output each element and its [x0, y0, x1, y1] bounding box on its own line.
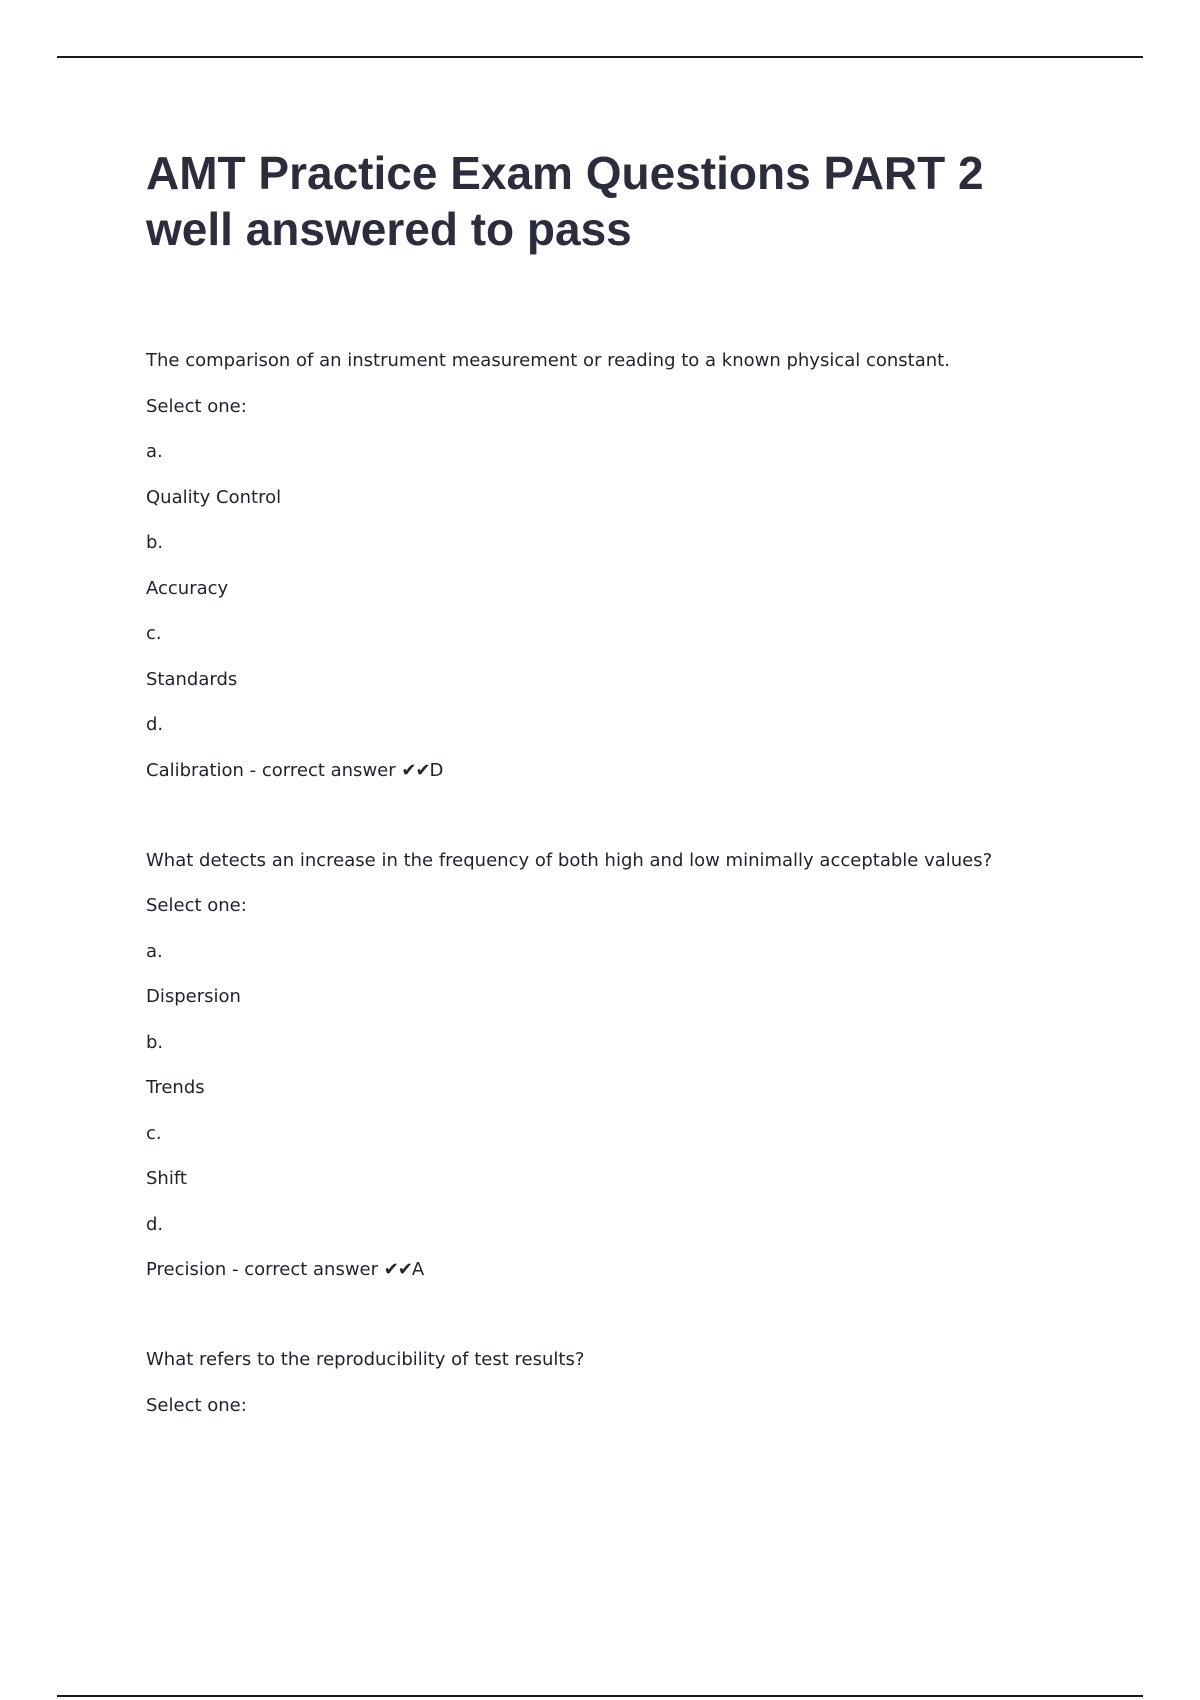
question-2-select-label: Select one:	[146, 895, 247, 916]
title-line-1: AMT Practice Exam Questions PART 2	[146, 147, 984, 199]
question-1-prompt: The comparison of an instrument measurement or reading to a known physical constant.	[146, 350, 950, 371]
question-1-option-c-letter: c.	[146, 623, 162, 644]
document-title	[146, 145, 1106, 257]
check-marks-icon: ✔✔	[401, 760, 430, 781]
question-2-option-b-text: Trends	[146, 1077, 205, 1098]
question-1-option-d-text: Calibration - correct answer	[146, 760, 396, 781]
question-2-option-b-letter: b.	[146, 1032, 164, 1053]
question-2-option-a-letter: a.	[146, 941, 163, 962]
title-line-2: well answered to pass	[146, 203, 632, 255]
check-marks-icon: ✔✔	[383, 1259, 412, 1280]
question-2-option-c-letter: c.	[146, 1123, 162, 1144]
question-1-option-a-letter: a.	[146, 441, 163, 462]
question-2-answer-line	[146, 1258, 424, 1282]
question-1-select-label: Select one:	[146, 396, 247, 417]
question-1-option-b-text: Accuracy	[146, 578, 229, 599]
question-1-option-b-letter: b.	[146, 532, 164, 553]
question-1-option-d-letter: d.	[146, 714, 164, 735]
question-1-correct-letter: D	[429, 760, 444, 781]
question-2-option-a-text: Dispersion	[146, 986, 241, 1007]
question-2-option-d-letter: d.	[146, 1214, 164, 1235]
question-3-select-label: Select one:	[146, 1395, 247, 1416]
bottom-rule	[57, 1695, 1143, 1697]
question-2-correct-letter: A	[411, 1259, 425, 1280]
question-3-prompt: What refers to the reproducibility of test results?	[146, 1349, 585, 1370]
question-2-option-d-text: Precision - correct answer	[146, 1259, 379, 1280]
question-1-option-c-text: Standards	[146, 669, 238, 690]
question-1-answer-line	[146, 759, 443, 783]
question-2-prompt: What detects an increase in the frequency of both high and low minimally acceptable values?	[146, 850, 993, 871]
top-rule	[57, 56, 1143, 58]
question-1-option-a-text: Quality Control	[146, 487, 282, 508]
question-2-option-c-text: Shift	[146, 1168, 187, 1189]
